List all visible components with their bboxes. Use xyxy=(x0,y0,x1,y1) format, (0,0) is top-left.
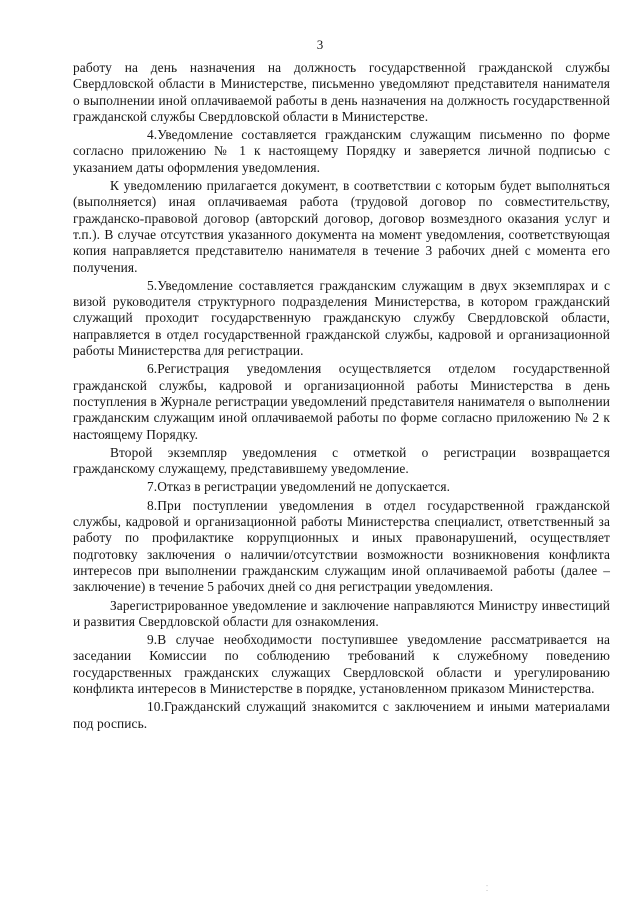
paragraph-number: 10. xyxy=(147,699,165,715)
paragraph-4 xyxy=(73,127,610,176)
paragraph-number: 8. xyxy=(147,497,158,513)
paragraph-text: К уведомлению прилагается документ, в соответствии с которым будет выполняться (выполняется) иная оплачиваемая работа (трудовой договор по совместительству, гражданско-правовой договор (авторский договор, договор возмездного оказания услуг и т.п.). В случае отсутствия указанного документа на момент уведомления, соответствующая копия направляется представителю нанимателя в течение 3 рабочих дней с момента его получения. xyxy=(73,178,610,275)
paragraph-number: 6. xyxy=(147,361,158,377)
paragraph-continuation xyxy=(73,60,610,125)
paragraph-6 xyxy=(73,361,610,442)
paragraph-text: Второй экземпляр уведомления с отметкой о регистрации возвращается гражданскому служащему, представившему уведомление. xyxy=(73,444,610,477)
paragraph-8 xyxy=(73,498,610,596)
paragraph-text: Отказ в регистрации уведомлений не допускается. xyxy=(157,479,451,495)
paragraph-5 xyxy=(73,278,610,359)
paragraph-text: работу на день назначения на должность государственной гражданской службы Свердловской области в Министерстве, письменно уведомляют представителя нанимателя о выполнении иной оплачиваемой работы в день назначения на должность государственной гражданской службы Свердловской области в Министерстве. xyxy=(73,60,610,124)
paragraph-9 xyxy=(73,632,610,697)
paragraph-8-registered xyxy=(73,598,610,631)
paragraph-7 xyxy=(73,479,610,495)
scan-artifact-mark: ⁚ xyxy=(485,884,489,893)
paragraph-number: 4. xyxy=(147,127,158,143)
paragraph-text: При поступлении уведомления в отдел государственной гражданской службы, кадровой и организационной работы Министерства специалист, ответственный за работу по профилактике коррупционных и иных правонарушений, осуществляет подготовку заключения о наличии/отсутствии возможности возникновения конфликта интересов при выполнении гражданским служащим иной оплачиваемой работы (далее – заключение) в течение 5 рабочих дней со дня регистрации уведомления. xyxy=(73,497,610,595)
paragraph-6-second-copy xyxy=(73,445,610,478)
paragraph-text: Регистрация уведомления осуществляется отделом государственной гражданской службы, кадровой и организационной работы Министерства в день поступления в Журнале регистрации уведомлений представителя нанимателя о выполнении гражданским служащим иной оплачиваемой работы по форме согласно приложению № 2 к настоящему Порядку. xyxy=(73,361,610,442)
paragraph-text: В случае необходимости поступившее уведомление рассматривается на заседании Комиссии по соблюдению требований к служебному поведению государственных гражданских служащих Свердловской области и урегулированию конфликта интересов в Министерстве в порядке, установленном приказом Министерства. xyxy=(73,632,610,696)
paragraph-4-attachment xyxy=(73,178,610,276)
paragraph-number: 7. xyxy=(147,479,158,495)
paragraph-text: Зарегистрированное уведомление и заключение направляются Министру инвестиций и развития Свердловской области для ознакомления. xyxy=(73,597,610,629)
page-number: 3 xyxy=(316,37,324,52)
paragraph-text: Уведомление составляется гражданским служащим письменно по форме согласно приложению № 1 к настоящему Порядку и заверяется личной подписью с указанием даты оформления уведомления. xyxy=(73,127,610,175)
paragraph-10 xyxy=(73,699,610,732)
paragraph-text: Уведомление составляется гражданским служащим в двух экземплярах и с визой руководителя структурного подразделения Министерства, в котором гражданский служащий проходит государственную гражданскую службу Свердловской области, направляется в отдел государственной гражданской службы, кадровой и организационной работы Министерства для регистрации. xyxy=(73,277,610,359)
paragraph-text: Гражданский служащий знакомится с заключением и иными материалами под роспись. xyxy=(73,699,610,731)
paragraph-number: 9. xyxy=(147,632,158,648)
document-body xyxy=(73,60,610,732)
paragraph-number: 5. xyxy=(147,277,158,293)
